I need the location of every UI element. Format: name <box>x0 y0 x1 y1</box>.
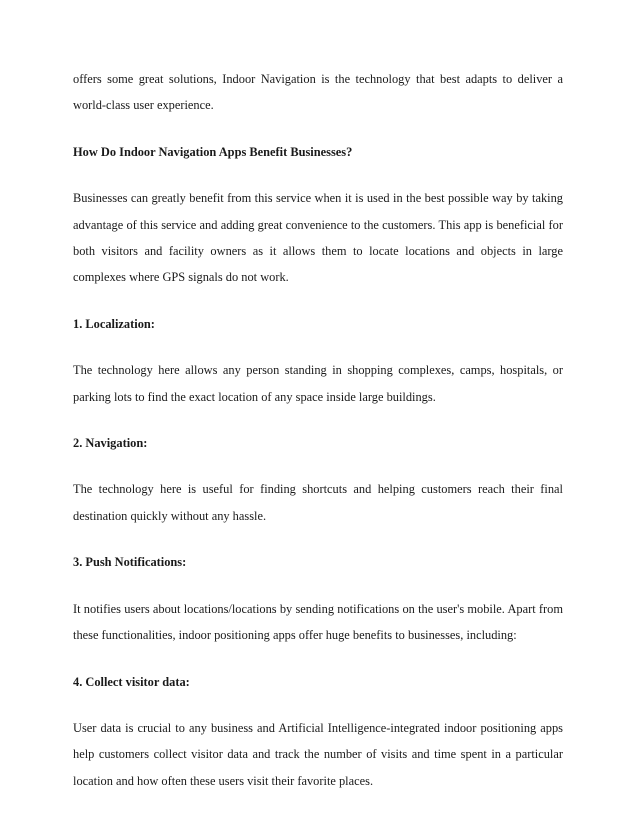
item-body-push-notifications: It notifies users about locations/locations by sending notifications on the user's mobile. Apart from these functionalities, indoor positioning apps offer huge benefits to businesses, including: <box>73 601 563 643</box>
section-paragraph: Businesses can greatly benefit from this service when it is used in the best possible way by taking advantage of this service and adding great convenience to the customers. This app is beneficial for both visitors and facility owners as it allows them to locate locations and objects in large complexes where GPS signals do not work. <box>73 191 563 285</box>
section-heading: How Do Indoor Navigation Apps Benefit Businesses? <box>73 144 353 159</box>
item-body-navigation: The technology here is useful for finding shortcuts and helping customers reach their final destination quickly without any hassle. <box>73 482 563 523</box>
document-page <box>73 66 563 794</box>
item-heading-navigation: 2. Navigation: <box>73 436 148 451</box>
item-body-collect-visitor-data: User data is crucial to any business and Artificial Intelligence-integrated indoor positioning apps help customers collect visitor data and track the number of visits and time spent in a particular location and how often these users visit their favorite places. <box>73 720 563 788</box>
item-heading-collect-visitor-data: 4. Collect visitor data: <box>73 674 190 689</box>
intro-paragraph: offers some great solutions, Indoor Navigation is the technology that best adapts to deliver a world-class user experience. <box>73 72 563 113</box>
item-body-localization: The technology here allows any person standing in shopping complexes, camps, hospitals, or parking lots to find the exact location of any space inside large buildings. <box>73 363 563 404</box>
item-heading-push-notifications: 3. Push Notifications: <box>73 555 187 570</box>
item-heading-localization: 1. Localization: <box>73 316 155 331</box>
